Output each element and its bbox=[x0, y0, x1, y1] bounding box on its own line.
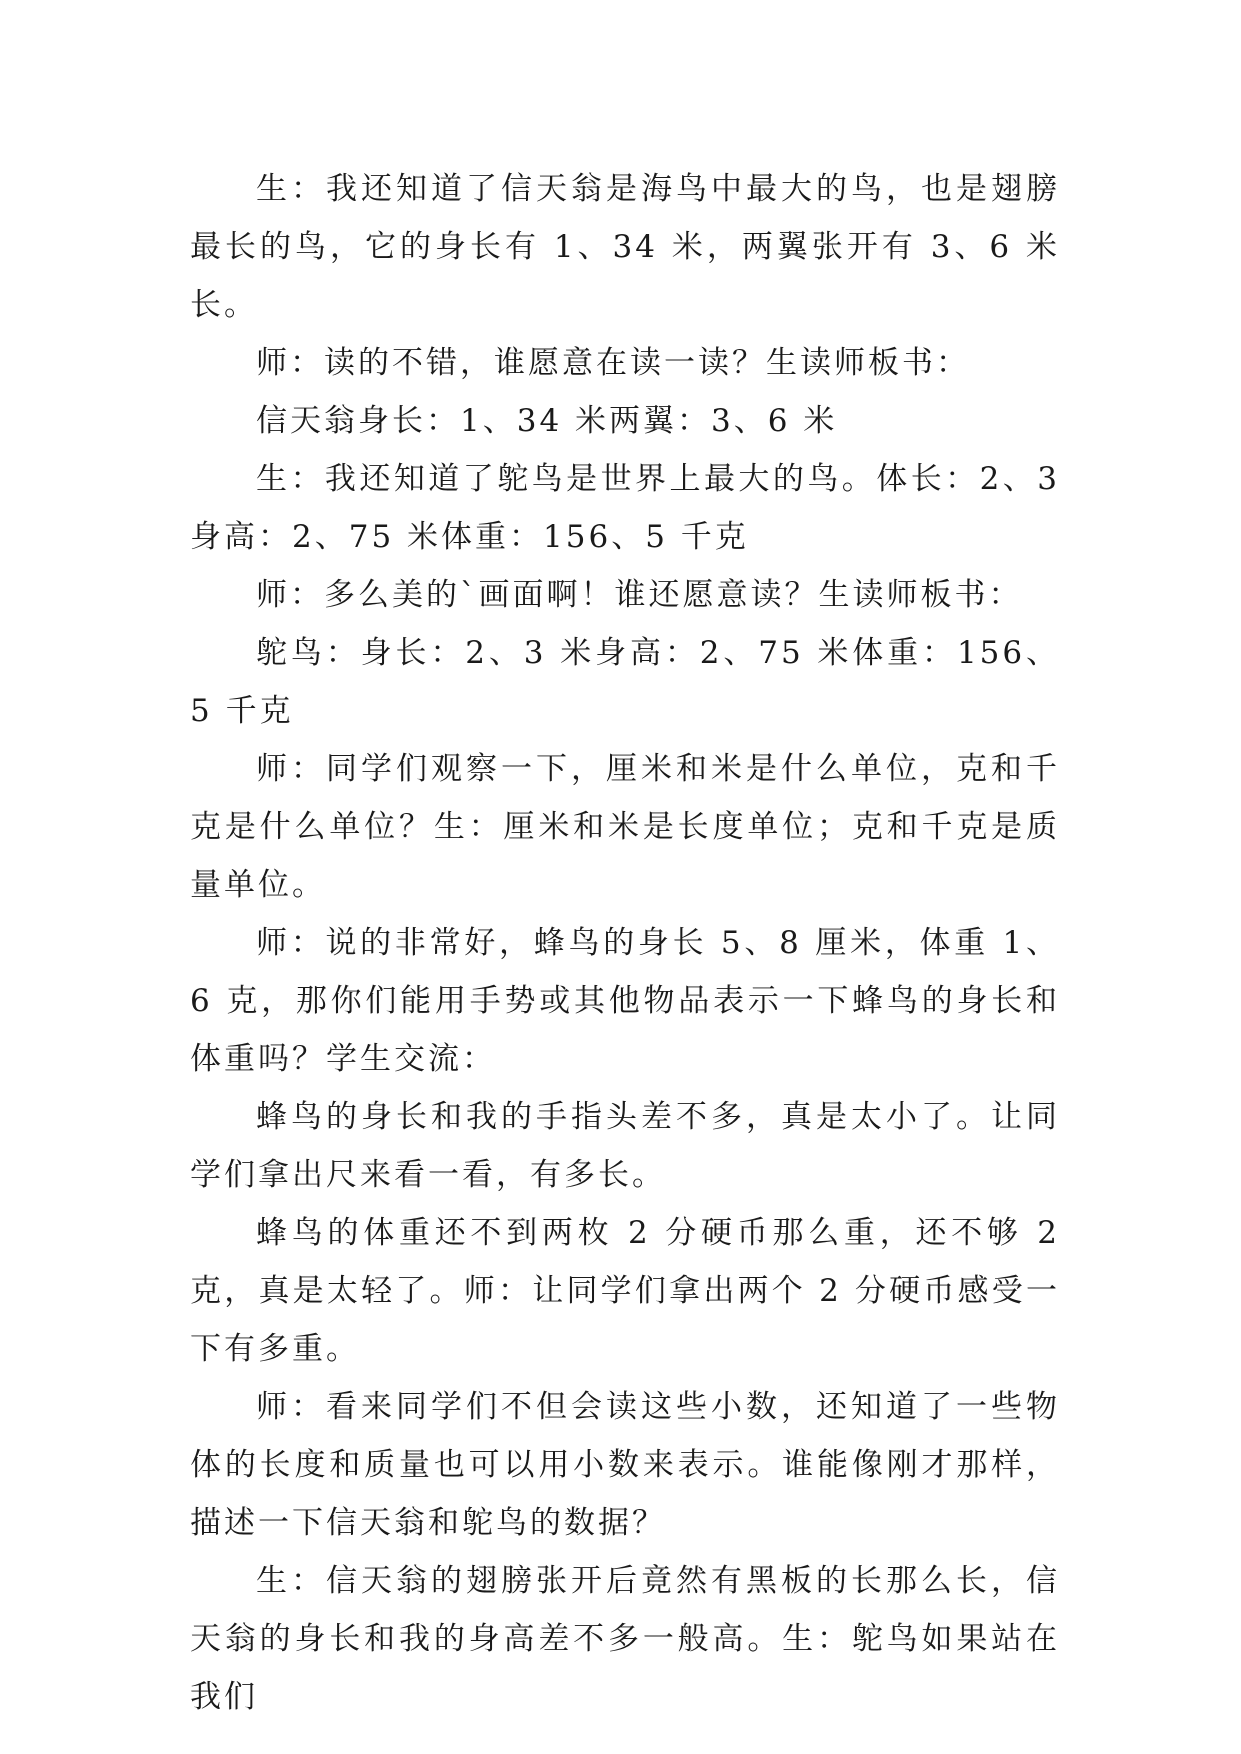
paragraph-1: 生：我还知道了信天翁是海鸟中最大的鸟，也是翅膀最长的鸟，它的身长有 1、34 米，两翼张开有 3、6 米长。 bbox=[190, 171, 1060, 323]
paragraph-12: 生：信天翁的翅膀张开后竟然有黑板的长那么长，信天翁的身长和我的身高差不多一般高。生：鸵鸟如果站在我们 bbox=[190, 1563, 1060, 1715]
paragraph-8: 师：说的非常好，蜂鸟的身长 5、8 厘米，体重 1、6 克，那你们能用手势或其他物品表示一下蜂鸟的身长和体重吗？学生交流： bbox=[190, 925, 1060, 1077]
paragraph-2: 师：读的不错，谁愿意在读一读？生读师板书： bbox=[256, 345, 970, 381]
paragraph-10: 蜂鸟的体重还不到两枚 2 分硬币那么重，还不够 2 克，真是太轻了。师：让同学们拿出两个 2 分硬币感受一下有多重。 bbox=[190, 1215, 1060, 1367]
paragraph-3: 信天翁身长：1、34 米两翼：3、6 米 bbox=[256, 403, 838, 439]
document-page bbox=[190, 160, 1060, 1726]
paragraph-6: 鸵鸟：身长：2、3 米身高：2、75 米体重：156、5 千克 bbox=[190, 635, 1060, 729]
paragraph-5: 师：多么美的`画面啊！谁还愿意读？生读师板书： bbox=[256, 577, 1023, 613]
paragraph-7: 师：同学们观察一下，厘米和米是什么单位，克和千克是什么单位？生：厘米和米是长度单位；克和千克是质量单位。 bbox=[190, 751, 1060, 903]
paragraph-11: 师：看来同学们不但会读这些小数，还知道了一些物体的长度和质量也可以用小数来表示。谁能像刚才那样，描述一下信天翁和鸵鸟的数据？ bbox=[190, 1389, 1060, 1541]
paragraph-9: 蜂鸟的身长和我的手指头差不多，真是太小了。让同学们拿出尺来看一看，有多长。 bbox=[190, 1099, 1060, 1193]
paragraph-4: 生：我还知道了鸵鸟是世界上最大的鸟。体长：2、3 身高：2、75 米体重：156、5 千克 bbox=[190, 461, 1060, 555]
